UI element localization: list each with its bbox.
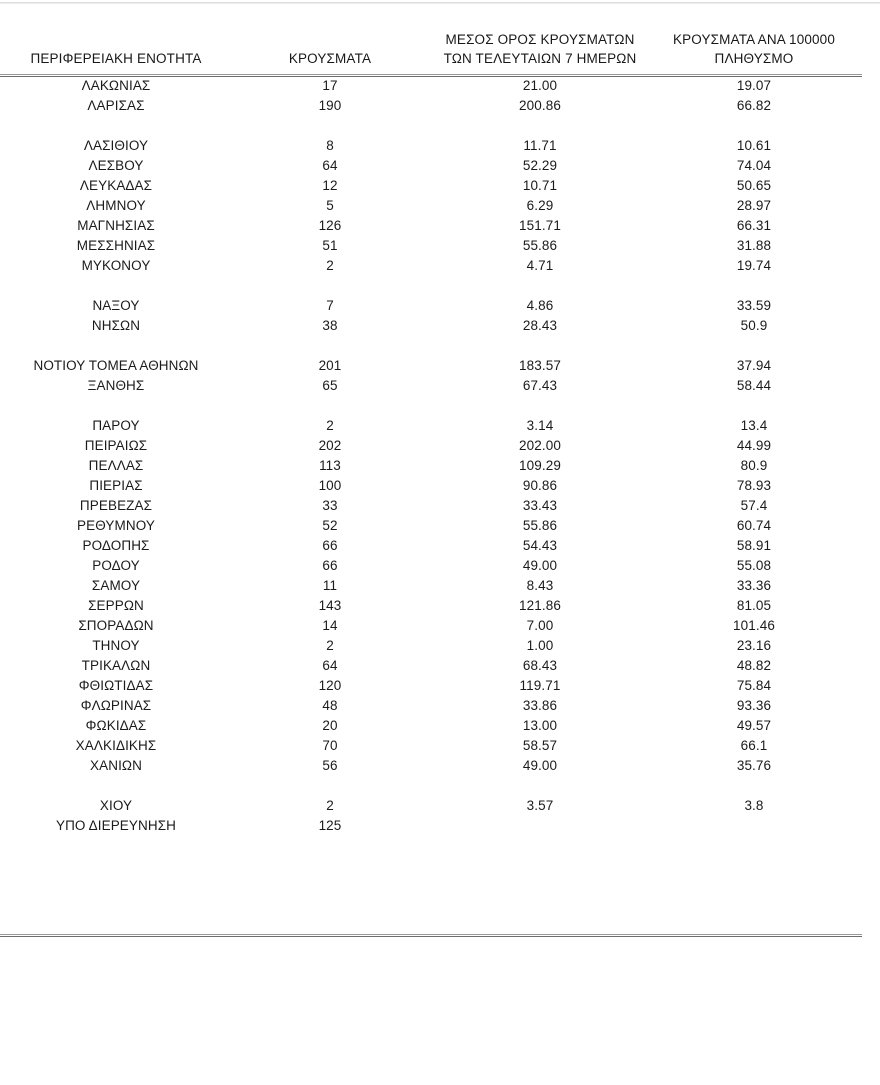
cell-seven-day-average: 183.57 <box>519 358 561 373</box>
cell-regional-unit: ΡΕΘΥΜΝΟΥ <box>77 518 155 533</box>
cell-cases-per-100000: 33.36 <box>736 578 772 593</box>
cell-regional-unit: ΝΗΣΩΝ <box>91 318 141 333</box>
cell-regional-unit: ΝΑΞΟΥ <box>92 298 140 313</box>
table-row <box>0 556 862 576</box>
table-row <box>0 236 862 256</box>
cell-cases-per-100000: 60.74 <box>736 518 772 533</box>
cell-cases-per-100000: 58.91 <box>736 538 772 553</box>
cell-cases-per-100000: 37.94 <box>736 358 772 373</box>
cell-cases: 51 <box>322 238 338 253</box>
column-header-regional-unit <box>0 30 226 72</box>
cell-regional-unit: ΞΑΝΘΗΣ <box>87 378 145 393</box>
cell-regional-unit: ΦΘΙΩΤΙΔΑΣ <box>78 678 154 693</box>
cell-seven-day-average: 119.71 <box>519 678 561 693</box>
cell-cases: 56 <box>322 758 338 773</box>
table-row <box>0 316 862 336</box>
table-row <box>0 496 862 516</box>
cell-seven-day-average: 54.43 <box>522 538 558 553</box>
cell-cases: 126 <box>318 218 342 233</box>
cell-seven-day-average: 4.71 <box>526 258 554 273</box>
cell-seven-day-average: 3.14 <box>526 418 554 433</box>
table-spacer-row <box>0 116 862 136</box>
cell-regional-unit: ΜΕΣΣΗΝΙΑΣ <box>76 238 156 253</box>
table-row <box>0 816 862 836</box>
cell-cases-per-100000: 80.9 <box>740 458 768 473</box>
table-row <box>0 296 862 316</box>
cell-regional-unit: ΧΙΟΥ <box>99 798 133 813</box>
footer-divider-rule <box>0 934 862 937</box>
cell-regional-unit: ΣΑΜΟΥ <box>91 578 141 593</box>
table-spacer-cell <box>0 396 862 416</box>
cell-cases: 66 <box>322 538 338 553</box>
cell-seven-day-average: 11.71 <box>523 138 557 153</box>
column-header-regional-unit-line1: ΠΕΡΙΦΕΡΕΙΑΚΗ ΕΝΟΤΗΤΑ <box>30 51 202 66</box>
cell-seven-day-average: 151.71 <box>519 218 561 233</box>
cell-cases-per-100000: 78.93 <box>736 478 772 493</box>
table-row <box>0 136 862 156</box>
column-header-seven-day-average <box>434 30 646 72</box>
cell-cases: 52 <box>322 518 338 533</box>
cell-cases-per-100000: 50.65 <box>736 178 772 193</box>
table-row <box>0 476 862 496</box>
cell-cases-per-100000: 58.44 <box>736 378 772 393</box>
cell-cases: 12 <box>322 178 338 193</box>
cell-cases: 48 <box>322 698 338 713</box>
cell-cases: 143 <box>318 598 342 613</box>
table-spacer-cell <box>0 276 862 296</box>
cell-seven-day-average: 121.86 <box>519 598 561 613</box>
cell-cases: 125 <box>318 818 342 833</box>
table-spacer-cell <box>0 776 862 796</box>
cell-cases-per-100000: 66.1 <box>740 738 768 753</box>
header-divider-rule <box>0 74 862 77</box>
cell-seven-day-average: 68.43 <box>522 658 558 673</box>
cell-cases: 65 <box>322 378 338 393</box>
cell-seven-day-average: 55.86 <box>522 518 558 533</box>
cell-regional-unit: ΥΠΟ ΔΙΕΡΕΥΝΗΣΗ <box>55 818 177 833</box>
cell-cases-per-100000 <box>646 816 862 836</box>
cell-seven-day-average: 49.00 <box>522 558 558 573</box>
table-row <box>0 636 862 656</box>
cell-cases: 20 <box>322 718 338 733</box>
cell-seven-day-average <box>434 816 646 836</box>
cell-seven-day-average: 3.57 <box>526 798 554 813</box>
cell-seven-day-average: 67.43 <box>522 378 558 393</box>
cell-regional-unit: ΤΡΙΚΑΛΩΝ <box>81 658 151 673</box>
column-header-cases-per-100000-line2: ΠΛΗΘΥΣΜΟ <box>714 51 794 66</box>
table-row <box>0 456 862 476</box>
cell-regional-unit: ΡΟΔΟΥ <box>92 558 140 573</box>
cell-cases-per-100000: 50.9 <box>740 318 768 333</box>
table-header <box>0 30 862 72</box>
table-spacer-row <box>0 396 862 416</box>
cell-regional-unit: ΛΕΥΚΑΔΑΣ <box>79 178 153 193</box>
table-spacer-cell <box>0 116 862 136</box>
cell-cases: 33 <box>322 498 338 513</box>
cell-regional-unit: ΠΑΡΟΥ <box>92 418 140 433</box>
column-header-seven-day-average-line1: ΜΕΣΟΣ ΟΡΟΣ ΚΡΟΥΣΜΑΤΩΝ <box>445 32 635 47</box>
cell-cases: 100 <box>318 478 342 493</box>
table-spacer-row <box>0 336 862 356</box>
cell-cases-per-100000: 57.4 <box>740 498 768 513</box>
cell-cases: 190 <box>318 98 342 113</box>
cell-cases: 66 <box>322 558 338 573</box>
statistics-table-container <box>0 30 862 836</box>
cell-regional-unit: ΠΡΕΒΕΖΑΣ <box>79 498 153 513</box>
cell-seven-day-average: 1.00 <box>526 638 554 653</box>
cell-regional-unit: ΝΟΤΙΟΥ ΤΟΜΕΑ ΑΘΗΝΩΝ <box>33 358 199 373</box>
cell-cases: 7 <box>326 298 334 313</box>
cell-cases: 64 <box>322 658 338 673</box>
cell-cases: 5 <box>326 198 334 213</box>
cell-cases-per-100000: 13.4 <box>740 418 768 433</box>
cell-cases-per-100000: 55.08 <box>736 558 772 573</box>
table-row <box>0 696 862 716</box>
column-header-cases-per-100000-line1: ΚΡΟΥΣΜΑΤΑ ΑΝΑ 100000 <box>673 32 835 47</box>
cell-regional-unit: ΠΕΛΛΑΣ <box>88 458 144 473</box>
cell-seven-day-average: 7.00 <box>526 618 554 633</box>
cell-seven-day-average: 28.43 <box>522 318 558 333</box>
cell-cases: 202 <box>318 438 342 453</box>
cell-regional-unit: ΦΩΚΙΔΑΣ <box>85 718 147 733</box>
cell-regional-unit: ΛΕΣΒΟΥ <box>88 158 144 173</box>
table-spacer-row <box>0 776 862 796</box>
cell-regional-unit: ΜΑΓΝΗΣΙΑΣ <box>77 218 155 233</box>
table-row <box>0 596 862 616</box>
cell-regional-unit: ΠΙΕΡΙΑΣ <box>89 478 143 493</box>
cell-cases-per-100000: 66.82 <box>736 98 772 113</box>
cell-cases-per-100000: 101.46 <box>733 618 775 633</box>
table-row <box>0 616 862 636</box>
cell-cases: 2 <box>326 638 334 653</box>
column-header-cases-line1: ΚΡΟΥΣΜΑΤΑ <box>288 51 372 66</box>
cell-regional-unit: ΣΠΟΡΑΔΩΝ <box>78 618 154 633</box>
cell-seven-day-average: 200.86 <box>519 98 561 113</box>
cell-cases: 64 <box>322 158 338 173</box>
table-row <box>0 796 862 816</box>
cell-cases-per-100000: 48.82 <box>736 658 772 673</box>
cell-seven-day-average: 58.57 <box>522 738 558 753</box>
table-row <box>0 716 862 736</box>
cell-cases-per-100000: 35.76 <box>736 758 772 773</box>
column-header-cases <box>226 30 434 72</box>
cell-seven-day-average: 6.29 <box>526 198 554 213</box>
cell-seven-day-average: 8.43 <box>526 578 554 593</box>
cell-seven-day-average: 4.86 <box>526 298 554 313</box>
table-row <box>0 536 862 556</box>
cell-cases-per-100000: 44.99 <box>736 438 772 453</box>
table-header-row <box>0 30 862 72</box>
cell-seven-day-average: 52.29 <box>522 158 558 173</box>
cell-cases-per-100000: 49.57 <box>736 718 772 733</box>
cell-regional-unit: ΤΗΝΟΥ <box>92 638 140 653</box>
table-row <box>0 376 862 396</box>
cell-cases: 201 <box>318 358 342 373</box>
cell-regional-unit: ΣΕΡΡΩΝ <box>88 598 144 613</box>
cell-cases-per-100000: 19.74 <box>736 258 772 273</box>
table-row <box>0 216 862 236</box>
cell-cases: 14 <box>322 618 338 633</box>
table-row <box>0 436 862 456</box>
table-row <box>0 256 862 276</box>
cell-cases: 11 <box>322 578 338 593</box>
cell-cases-per-100000: 33.59 <box>736 298 772 313</box>
cell-seven-day-average: 90.86 <box>522 478 558 493</box>
cell-seven-day-average: 109.29 <box>519 458 561 473</box>
cell-cases-per-100000: 74.04 <box>736 158 772 173</box>
table-row <box>0 576 862 596</box>
cell-seven-day-average: 10.71 <box>522 178 558 193</box>
regional-units-cases-table <box>0 30 862 836</box>
table-row <box>0 176 862 196</box>
table-row <box>0 736 862 756</box>
table-row <box>0 516 862 536</box>
cell-regional-unit: ΛΑΣΙΘΙΟΥ <box>83 138 149 153</box>
cell-regional-unit: ΛΑΚΩΝΙΑΣ <box>81 78 151 93</box>
cell-cases-per-100000: 81.05 <box>736 598 772 613</box>
table-row <box>0 756 862 776</box>
cell-seven-day-average: 21.00 <box>522 78 558 93</box>
table-row <box>0 196 862 216</box>
cell-regional-unit: ΧΑΛΚΙΔΙΚΗΣ <box>75 738 157 753</box>
cell-seven-day-average: 33.86 <box>522 698 558 713</box>
table-row <box>0 416 862 436</box>
cell-regional-unit: ΠΕΙΡΑΙΩΣ <box>84 438 148 453</box>
cell-cases-per-100000: 19.07 <box>736 78 772 93</box>
table-spacer-cell <box>0 336 862 356</box>
cell-cases-per-100000: 93.36 <box>736 698 772 713</box>
cell-seven-day-average: 55.86 <box>522 238 558 253</box>
cell-cases: 2 <box>326 418 334 433</box>
table-body <box>0 72 862 836</box>
cell-cases: 17 <box>322 78 338 93</box>
cell-regional-unit: ΦΛΩΡΙΝΑΣ <box>80 698 152 713</box>
cell-seven-day-average: 33.43 <box>522 498 558 513</box>
cell-cases-per-100000: 75.84 <box>736 678 772 693</box>
column-header-seven-day-average-line2: ΤΩΝ ΤΕΛΕΥΤΑΙΩΝ 7 ΗΜΕΡΩΝ <box>443 51 637 66</box>
cell-cases-per-100000: 10.61 <box>736 138 772 153</box>
cell-cases: 2 <box>326 798 334 813</box>
table-row <box>0 96 862 116</box>
cell-regional-unit: ΛΑΡΙΣΑΣ <box>87 98 145 113</box>
cell-cases-per-100000: 31.88 <box>736 238 772 253</box>
cell-cases-per-100000: 66.31 <box>736 218 772 233</box>
cell-seven-day-average: 13.00 <box>522 718 558 733</box>
table-row <box>0 356 862 376</box>
page-top-edge <box>0 2 880 4</box>
cell-regional-unit: ΡΟΔΟΠΗΣ <box>82 538 150 553</box>
cell-regional-unit: ΧΑΝΙΩΝ <box>90 758 142 773</box>
column-header-cases-per-100000 <box>646 30 862 72</box>
table-row <box>0 156 862 176</box>
table-row <box>0 676 862 696</box>
cell-cases: 2 <box>326 258 334 273</box>
cell-regional-unit: ΛΗΜΝΟΥ <box>86 198 146 213</box>
cell-cases-per-100000: 3.8 <box>744 798 764 813</box>
cell-cases-per-100000: 23.16 <box>736 638 772 653</box>
cell-regional-unit: ΜΥΚΟΝΟΥ <box>81 258 151 273</box>
cell-cases: 120 <box>318 678 342 693</box>
cell-cases: 8 <box>326 138 334 153</box>
cell-cases: 38 <box>322 318 338 333</box>
cell-cases: 70 <box>322 738 338 753</box>
cell-seven-day-average: 49.00 <box>522 758 558 773</box>
cell-cases-per-100000: 28.97 <box>736 198 772 213</box>
table-spacer-row <box>0 276 862 296</box>
cell-cases: 113 <box>319 458 341 473</box>
cell-seven-day-average: 202.00 <box>519 438 561 453</box>
table-row <box>0 656 862 676</box>
